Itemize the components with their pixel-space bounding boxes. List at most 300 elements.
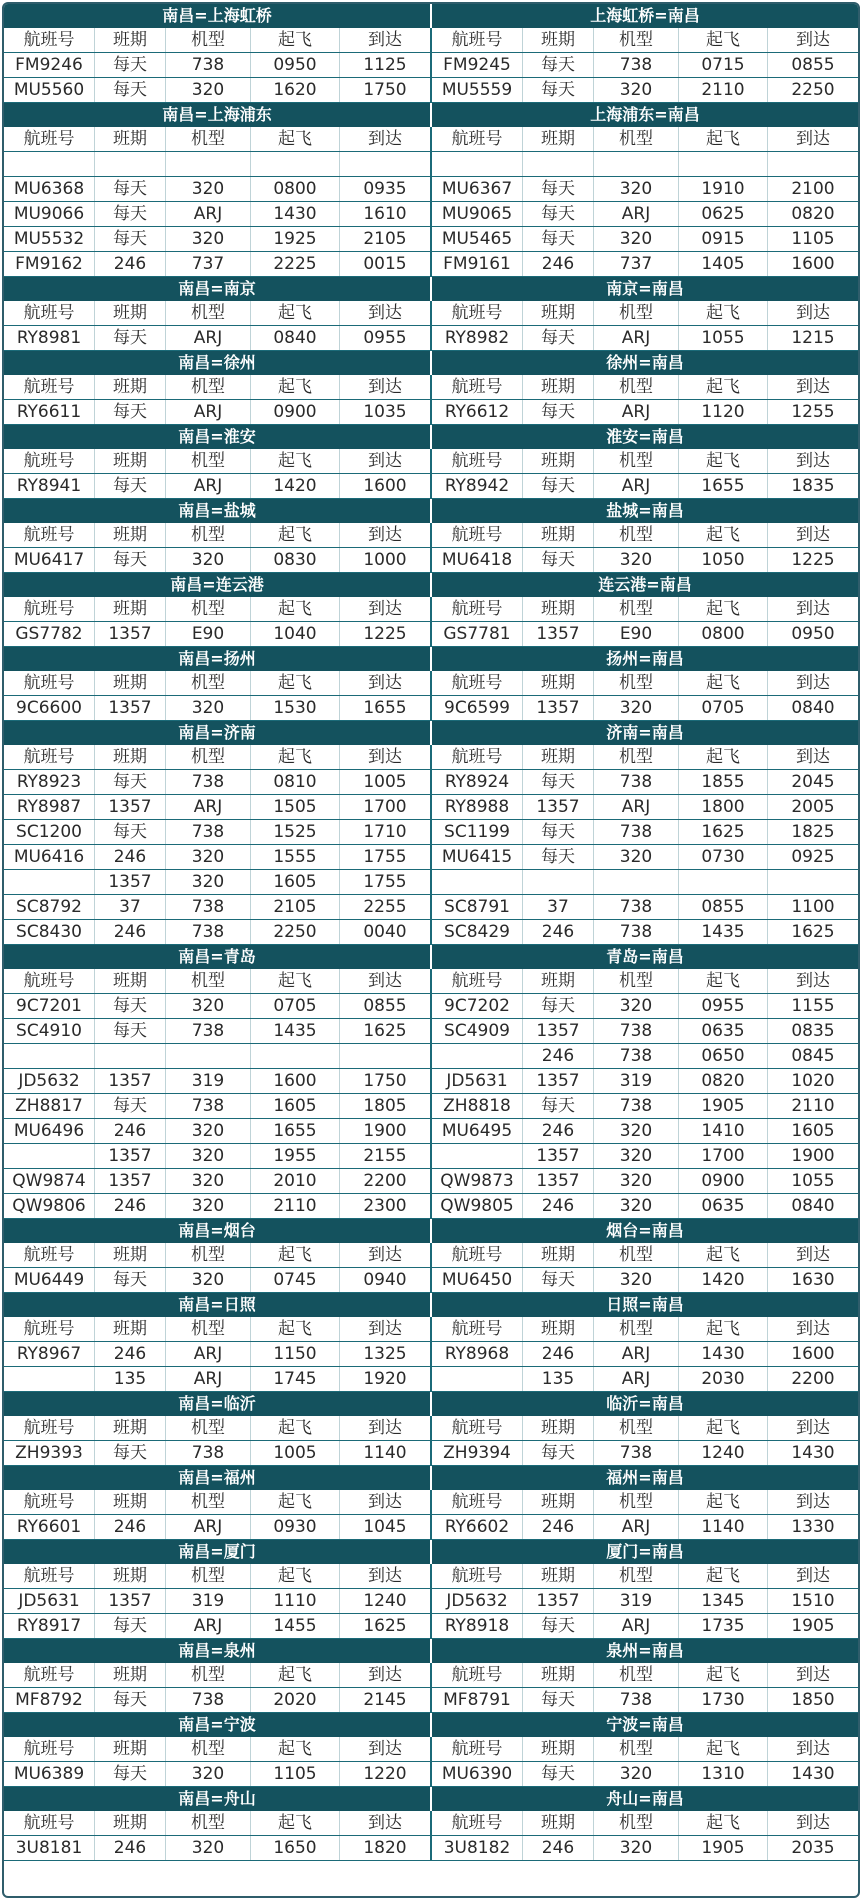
column-header: 机型 <box>593 375 678 399</box>
column-header: 班期 <box>94 1243 165 1267</box>
outbound-column-headers <box>4 597 430 621</box>
column-header-row <box>4 1663 858 1688</box>
column-header: 航班号 <box>23 1813 75 1833</box>
return-column-headers <box>430 375 858 399</box>
aircraft-type-cell: 320 <box>593 1194 678 1218</box>
departure-time-cell: 2020 <box>250 1688 339 1712</box>
outbound-flight <box>4 227 430 251</box>
frequency-cell: 135 <box>522 1367 593 1391</box>
return-route-title: 临沂=南昌 <box>430 1392 858 1416</box>
flight-number-cell: RY8968 <box>444 1344 510 1364</box>
arrival-time-cell: 0935 <box>339 177 430 201</box>
flight-number-cell: RY8967 <box>16 1344 82 1364</box>
frequency-cell <box>522 870 593 894</box>
departure-time-cell: 1855 <box>678 770 767 794</box>
route-section <box>4 721 858 945</box>
departure-time-cell: 0800 <box>250 177 339 201</box>
column-header: 到达 <box>339 1811 430 1835</box>
column-header: 起飞 <box>250 1317 339 1341</box>
arrival-time-cell: 1755 <box>339 845 430 869</box>
frequency-cell: 每天 <box>94 994 165 1018</box>
departure-time-cell: 0800 <box>678 622 767 646</box>
frequency-cell: 每天 <box>522 202 593 226</box>
column-header: 航班号 <box>23 747 75 767</box>
flight-number-cell: FM9162 <box>15 254 83 274</box>
return-column-headers <box>430 28 858 52</box>
outbound-flight <box>4 920 430 944</box>
arrival-time-cell: 1610 <box>339 202 430 226</box>
aircraft-type-cell: ARJ <box>165 1342 250 1366</box>
flight-number-cell: MU6496 <box>13 1121 85 1141</box>
outbound-flight <box>4 53 430 77</box>
departure-time-cell: 0705 <box>250 994 339 1018</box>
column-header: 机型 <box>165 375 250 399</box>
outbound-route-title: 南昌=徐州 <box>178 353 256 372</box>
column-header: 起飞 <box>250 1243 339 1267</box>
column-header: 班期 <box>94 523 165 547</box>
frequency-cell: 1357 <box>94 696 165 720</box>
route-section <box>4 945 858 1219</box>
column-header: 机型 <box>165 1663 250 1687</box>
flight-row <box>4 1342 858 1367</box>
flight-row <box>4 177 858 202</box>
flight-number-cell: GS7782 <box>15 624 83 644</box>
aircraft-type-cell: ARJ <box>593 1614 678 1638</box>
flight-number-cell: MU6415 <box>441 847 513 867</box>
arrival-time-cell: 1220 <box>339 1762 430 1786</box>
departure-time-cell <box>250 1044 339 1068</box>
flight-number-cell: MU6368 <box>13 179 85 199</box>
column-header: 航班号 <box>23 1739 75 1759</box>
arrival-time-cell: 2250 <box>767 78 858 102</box>
column-header: 航班号 <box>451 377 503 397</box>
departure-time-cell: 1650 <box>250 1836 339 1860</box>
departure-time-cell: 0705 <box>678 696 767 720</box>
column-header: 航班号 <box>23 1245 75 1265</box>
return-flight <box>430 1119 858 1143</box>
outbound-route-title: 南昌=临沂 <box>178 1394 256 1413</box>
outbound-flight <box>4 1069 430 1093</box>
outbound-flight <box>4 770 430 794</box>
aircraft-type-cell: 320 <box>165 845 250 869</box>
column-header: 机型 <box>593 523 678 547</box>
arrival-time-cell: 1900 <box>339 1119 430 1143</box>
flight-number-cell: QW9805 <box>440 1196 514 1216</box>
outbound-flight <box>4 1515 430 1539</box>
frequency-cell: 1357 <box>94 870 165 894</box>
aircraft-type-cell: 320 <box>165 78 250 102</box>
arrival-time-cell: 1045 <box>339 1515 430 1539</box>
route-section <box>4 1540 858 1639</box>
frequency-cell: 每天 <box>522 1268 593 1292</box>
return-flight <box>430 1441 858 1465</box>
return-flight <box>430 1044 858 1068</box>
arrival-time-cell: 2100 <box>767 177 858 201</box>
flight-number-cell <box>432 152 522 176</box>
column-header: 到达 <box>339 375 430 399</box>
arrival-time-cell: 1140 <box>339 1441 430 1465</box>
aircraft-type-cell: ARJ <box>593 1367 678 1391</box>
frequency-cell: 37 <box>522 895 593 919</box>
arrival-time-cell: 0845 <box>767 1044 858 1068</box>
column-header: 机型 <box>165 1243 250 1267</box>
flight-row <box>4 1194 858 1219</box>
return-flight <box>430 1836 858 1860</box>
column-header: 航班号 <box>23 377 75 397</box>
column-header-row <box>4 375 858 400</box>
frequency-cell: 246 <box>522 1515 593 1539</box>
arrival-time-cell: 1125 <box>339 53 430 77</box>
return-flight <box>430 870 858 894</box>
outbound-flight <box>4 1441 430 1465</box>
aircraft-type-cell: ARJ <box>165 326 250 350</box>
route-section <box>4 499 858 573</box>
departure-time-cell: 2110 <box>250 1194 339 1218</box>
flight-row <box>4 622 858 647</box>
outbound-route-title: 南昌=青岛 <box>178 947 256 966</box>
arrival-time-cell: 1155 <box>767 994 858 1018</box>
departure-time-cell: 1105 <box>250 1762 339 1786</box>
flight-number-cell: RY8941 <box>16 476 82 496</box>
arrival-time-cell <box>767 152 858 176</box>
column-header: 机型 <box>165 1490 250 1514</box>
departure-time-cell: 1040 <box>250 622 339 646</box>
aircraft-type-cell: E90 <box>165 622 250 646</box>
outbound-flight <box>4 78 430 102</box>
column-header: 到达 <box>767 671 858 695</box>
return-route-title: 日照=南昌 <box>430 1293 858 1317</box>
return-column-headers <box>430 1564 858 1588</box>
column-header: 班期 <box>94 969 165 993</box>
outbound-route-title: 南昌=日照 <box>178 1295 256 1314</box>
route-section <box>4 573 858 647</box>
flight-number-cell: RY8988 <box>444 797 510 817</box>
column-header: 机型 <box>593 127 678 151</box>
arrival-time-cell: 2155 <box>339 1144 430 1168</box>
frequency-cell: 每天 <box>522 53 593 77</box>
frequency-cell: 每天 <box>94 202 165 226</box>
flight-row <box>4 78 858 103</box>
flight-number-cell: MU6449 <box>13 1270 85 1290</box>
column-header: 到达 <box>767 523 858 547</box>
flight-row <box>4 1169 858 1194</box>
frequency-cell: 每天 <box>94 474 165 498</box>
column-header-row <box>4 1811 858 1836</box>
flight-row <box>4 696 858 721</box>
aircraft-type-cell: ARJ <box>165 795 250 819</box>
flight-number-cell: GS7781 <box>443 624 511 644</box>
column-header: 航班号 <box>451 1813 503 1833</box>
departure-time-cell: 1655 <box>678 474 767 498</box>
outbound-flight <box>4 400 430 424</box>
departure-time-cell: 1505 <box>250 795 339 819</box>
column-header: 机型 <box>165 523 250 547</box>
arrival-time-cell: 1510 <box>767 1589 858 1613</box>
column-header-row <box>4 523 858 548</box>
flight-number-cell: MU6495 <box>441 1121 513 1141</box>
column-header: 班期 <box>522 1317 593 1341</box>
flight-row <box>4 1044 858 1069</box>
flight-number-cell: FM9246 <box>15 55 83 75</box>
flight-number-cell: QW9873 <box>440 1171 514 1191</box>
column-header: 航班号 <box>451 1319 503 1339</box>
column-header: 到达 <box>339 127 430 151</box>
column-header: 航班号 <box>23 303 75 323</box>
flight-number-cell: JD5632 <box>18 1071 80 1091</box>
outbound-flight <box>4 696 430 720</box>
arrival-time-cell: 1750 <box>339 78 430 102</box>
column-header: 到达 <box>339 1317 430 1341</box>
departure-time-cell: 1530 <box>250 696 339 720</box>
frequency-cell: 每天 <box>94 1094 165 1118</box>
frequency-cell: 246 <box>94 1194 165 1218</box>
flight-number-cell: MU6416 <box>13 847 85 867</box>
outbound-flight <box>4 895 430 919</box>
departure-time-cell: 0900 <box>250 400 339 424</box>
outbound-flight <box>4 1342 430 1366</box>
column-header: 机型 <box>165 969 250 993</box>
return-column-headers <box>430 1737 858 1761</box>
frequency-cell: 每天 <box>94 1268 165 1292</box>
departure-time-cell: 2010 <box>250 1169 339 1193</box>
flight-row <box>4 1836 858 1861</box>
frequency-cell: 1357 <box>522 696 593 720</box>
outbound-column-headers <box>4 523 430 547</box>
column-header-row <box>4 1564 858 1589</box>
column-header-row <box>4 127 858 152</box>
aircraft-type-cell: 320 <box>593 1119 678 1143</box>
column-header: 班期 <box>522 449 593 473</box>
column-header: 到达 <box>767 1317 858 1341</box>
departure-time-cell: 0955 <box>678 994 767 1018</box>
flight-number-cell: MU5532 <box>13 229 85 249</box>
aircraft-type-cell: 737 <box>593 252 678 276</box>
flight-number-cell: 9C7201 <box>16 996 82 1016</box>
arrival-time-cell <box>339 1044 430 1068</box>
column-header: 机型 <box>165 1564 250 1588</box>
flight-number-cell: FM9161 <box>443 254 511 274</box>
flight-number-cell <box>432 870 522 894</box>
flight-row <box>4 1589 858 1614</box>
column-header: 航班号 <box>451 599 503 619</box>
column-header: 航班号 <box>451 451 503 471</box>
outbound-flight <box>4 1268 430 1292</box>
departure-time-cell: 0950 <box>250 53 339 77</box>
column-header: 班期 <box>522 969 593 993</box>
arrival-time-cell: 2300 <box>339 1194 430 1218</box>
column-header: 起飞 <box>250 1416 339 1440</box>
column-header: 到达 <box>339 969 430 993</box>
return-flight <box>430 1342 858 1366</box>
return-route-title: 济南=南昌 <box>430 721 858 745</box>
departure-time-cell: 2250 <box>250 920 339 944</box>
arrival-time-cell: 1430 <box>767 1441 858 1465</box>
flight-number-cell: JD5632 <box>446 1591 508 1611</box>
flight-number-cell: RY8923 <box>16 772 82 792</box>
column-header-row <box>4 1490 858 1515</box>
flight-number-cell: RY8987 <box>16 797 82 817</box>
flight-number-cell: MU6418 <box>441 550 513 570</box>
column-header: 班期 <box>522 28 593 52</box>
column-header: 班期 <box>522 671 593 695</box>
column-header-row <box>4 301 858 326</box>
column-header: 航班号 <box>451 525 503 545</box>
aircraft-type-cell: 738 <box>593 895 678 919</box>
aircraft-type-cell: 738 <box>593 1019 678 1043</box>
flight-number-cell: MU6450 <box>441 1270 513 1290</box>
column-header: 起飞 <box>678 1811 767 1835</box>
arrival-time-cell: 0840 <box>767 696 858 720</box>
frequency-cell: 246 <box>522 1044 593 1068</box>
arrival-time-cell: 0950 <box>767 622 858 646</box>
departure-time-cell: 0840 <box>250 326 339 350</box>
flight-number-cell <box>432 1144 522 1168</box>
arrival-time-cell: 0835 <box>767 1019 858 1043</box>
outbound-flight <box>4 177 430 201</box>
departure-time-cell: 0650 <box>678 1044 767 1068</box>
column-header: 航班号 <box>451 971 503 991</box>
departure-time-cell: 1120 <box>678 400 767 424</box>
column-header: 到达 <box>339 28 430 52</box>
arrival-time-cell: 0855 <box>339 994 430 1018</box>
flight-row <box>4 845 858 870</box>
outbound-route-title: 南昌=福州 <box>178 1468 256 1487</box>
departure-time-cell: 1605 <box>250 1094 339 1118</box>
return-flight <box>430 1169 858 1193</box>
outbound-column-headers <box>4 671 430 695</box>
outbound-flight <box>4 845 430 869</box>
outbound-flight <box>4 1367 430 1391</box>
flight-number-cell: RY6611 <box>16 402 82 422</box>
route-section <box>4 1392 858 1466</box>
route-header <box>4 425 858 449</box>
arrival-time-cell: 1330 <box>767 1515 858 1539</box>
outbound-flight <box>4 252 430 276</box>
arrival-time-cell: 0925 <box>767 845 858 869</box>
departure-time-cell: 2105 <box>250 895 339 919</box>
arrival-time-cell: 1825 <box>767 820 858 844</box>
flight-number-cell: SC4910 <box>16 1021 82 1041</box>
departure-time-cell: 1310 <box>678 1762 767 1786</box>
frequency-cell: 每天 <box>522 1762 593 1786</box>
column-header: 机型 <box>593 28 678 52</box>
outbound-flight <box>4 820 430 844</box>
return-column-headers <box>430 523 858 547</box>
flight-number-cell: ZH9394 <box>443 1443 511 1463</box>
return-flight <box>430 895 858 919</box>
column-header: 机型 <box>593 1416 678 1440</box>
arrival-time-cell: 2200 <box>767 1367 858 1391</box>
outbound-column-headers <box>4 375 430 399</box>
column-header: 到达 <box>339 1564 430 1588</box>
return-column-headers <box>430 1811 858 1835</box>
frequency-cell: 1357 <box>94 1169 165 1193</box>
return-route-title: 扬州=南昌 <box>430 647 858 671</box>
column-header: 起飞 <box>250 597 339 621</box>
flight-number-cell: MF8792 <box>15 1690 83 1710</box>
arrival-time-cell: 0820 <box>767 202 858 226</box>
column-header-row <box>4 449 858 474</box>
flight-number-cell: SC8430 <box>16 922 82 942</box>
aircraft-type-cell: 319 <box>593 1069 678 1093</box>
arrival-time-cell: 1000 <box>339 548 430 572</box>
column-header: 起飞 <box>250 301 339 325</box>
flight-number-cell: MU6417 <box>13 550 85 570</box>
aircraft-type-cell: ARJ <box>593 1342 678 1366</box>
column-header: 航班号 <box>23 1418 75 1438</box>
aircraft-type-cell: ARJ <box>593 326 678 350</box>
column-header: 起飞 <box>678 375 767 399</box>
return-route-title: 上海虹桥=南昌 <box>430 4 858 28</box>
outbound-flight <box>4 152 430 176</box>
flight-row <box>4 53 858 78</box>
column-header: 起飞 <box>250 1564 339 1588</box>
arrival-time-cell: 1020 <box>767 1069 858 1093</box>
flight-number-cell: RY6602 <box>444 1517 510 1537</box>
column-header: 起飞 <box>250 449 339 473</box>
route-header <box>4 647 858 671</box>
return-flight <box>430 548 858 572</box>
outbound-route-title: 南昌=上海虹桥 <box>162 6 272 25</box>
departure-time-cell: 1420 <box>250 474 339 498</box>
frequency-cell: 每天 <box>94 1688 165 1712</box>
departure-time-cell: 1910 <box>678 177 767 201</box>
frequency-cell: 246 <box>522 1836 593 1860</box>
outbound-route-title: 南昌=淮安 <box>178 427 256 446</box>
return-route-title: 南京=南昌 <box>430 277 858 301</box>
route-header <box>4 4 858 28</box>
outbound-route-title: 南昌=扬州 <box>178 649 256 668</box>
departure-time-cell: 1405 <box>678 252 767 276</box>
outbound-flight <box>4 1119 430 1143</box>
outbound-column-headers <box>4 1243 430 1267</box>
column-header: 班期 <box>94 1317 165 1341</box>
column-header: 到达 <box>767 127 858 151</box>
column-header: 航班号 <box>451 1566 503 1586</box>
outbound-route-title: 南昌=宁波 <box>178 1715 256 1734</box>
column-header: 起飞 <box>250 745 339 769</box>
column-header: 班期 <box>522 597 593 621</box>
return-route-title: 徐州=南昌 <box>430 351 858 375</box>
route-header <box>4 351 858 375</box>
outbound-flight <box>4 1019 430 1043</box>
return-column-headers <box>430 449 858 473</box>
column-header: 班期 <box>94 301 165 325</box>
frequency-cell: 每天 <box>522 227 593 251</box>
column-header: 航班号 <box>451 1418 503 1438</box>
frequency-cell: 每天 <box>94 326 165 350</box>
return-flight <box>430 1268 858 1292</box>
flight-row <box>4 820 858 845</box>
return-flight <box>430 227 858 251</box>
column-header: 机型 <box>165 1317 250 1341</box>
departure-time-cell: 1905 <box>678 1836 767 1860</box>
column-header: 到达 <box>339 301 430 325</box>
flight-row <box>4 1268 858 1293</box>
frequency-cell: 246 <box>94 845 165 869</box>
column-header: 机型 <box>593 671 678 695</box>
aircraft-type-cell <box>165 1044 250 1068</box>
arrival-time-cell: 1625 <box>339 1614 430 1638</box>
flight-row <box>4 920 858 945</box>
frequency-cell: 每天 <box>522 845 593 869</box>
departure-time-cell: 1420 <box>678 1268 767 1292</box>
departure-time-cell: 0930 <box>250 1515 339 1539</box>
frequency-cell: 246 <box>94 920 165 944</box>
column-header: 班期 <box>94 597 165 621</box>
arrival-time-cell: 1600 <box>339 474 430 498</box>
frequency-cell: 246 <box>522 252 593 276</box>
